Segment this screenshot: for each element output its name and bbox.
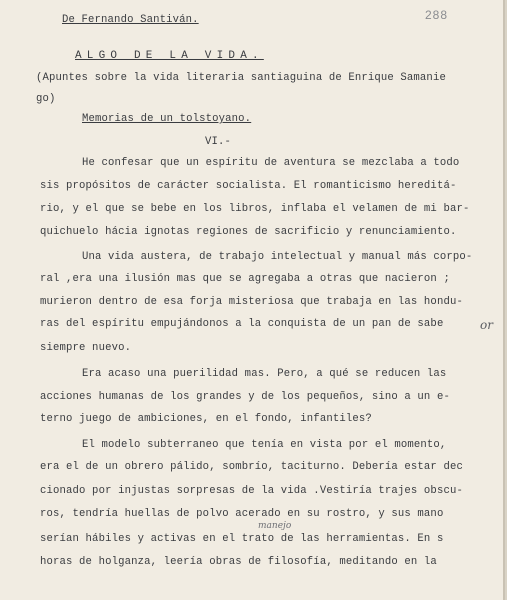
body-line: quichuelo hácia ignotas regiones de sacrificio y renunciamiento. bbox=[40, 226, 457, 238]
subtitle-line-2: go) bbox=[36, 93, 56, 105]
body-line: El modelo subterraneo que tenía en vista por el momento, bbox=[82, 439, 447, 451]
author-line: De Fernando Santiván. bbox=[62, 14, 199, 26]
handwritten-annotation: manejo bbox=[258, 521, 292, 531]
document-title: ALGO DE LA VIDA. bbox=[75, 50, 264, 62]
body-line: murieron dentro de esa forja misteriosa que trabaja en las hondu- bbox=[40, 296, 463, 308]
body-line: cionado por injustas sorpresas de la vida .Vestiría trajes obscu- bbox=[40, 485, 463, 497]
body-line: rio, y el que se bebe en los libros, inflaba el velamen de mi bar- bbox=[40, 203, 470, 215]
body-line: He confesar que un espíritu de aventura se mezclaba a todo bbox=[82, 157, 460, 169]
memorias-line: Memorias de un tolstoyano. bbox=[82, 113, 252, 125]
body-line: acciones humanas de los grandes y de los pequeños, sino a un e- bbox=[40, 391, 450, 403]
body-line: sis propósitos de carácter socialista. El romanticismo hereditá- bbox=[40, 180, 457, 192]
body-line: ras del espíritu empujándonos a la conquista de un pan de sabe bbox=[40, 318, 444, 330]
body-line: terno juego de ambiciones, en el fondo, infantiles? bbox=[40, 413, 372, 425]
body-line: ral ,era una ilusión mas que se agregaba a otras que nacieron ; bbox=[40, 273, 450, 285]
body-line: Una vida austera, de trabajo intelectual y manual más corpo- bbox=[82, 251, 473, 263]
body-line: ros, tendría huellas de polvo acerado en su rostro, y sus mano bbox=[40, 508, 444, 520]
body-line: serían hábiles y activas en el trato de las herramientas. En s bbox=[40, 533, 444, 545]
body-line: era el de un obrero pálido, sombrío, taciturno. Debería estar dec bbox=[40, 461, 463, 473]
body-line: horas de holganza, leería obras de filosofía, meditando en la bbox=[40, 556, 437, 568]
folio-number: 288 bbox=[425, 8, 449, 22]
subtitle-line-1: (Apuntes sobre la vida literaria santiaguina de Enrique Samanie bbox=[36, 72, 446, 84]
handwritten-mark: or bbox=[480, 318, 493, 332]
body-line: Era acaso una puerilidad mas. Pero, a qué se reducen las bbox=[82, 368, 447, 380]
body-line: siempre nuevo. bbox=[40, 342, 132, 354]
chapter-number: VI.- bbox=[205, 136, 232, 148]
